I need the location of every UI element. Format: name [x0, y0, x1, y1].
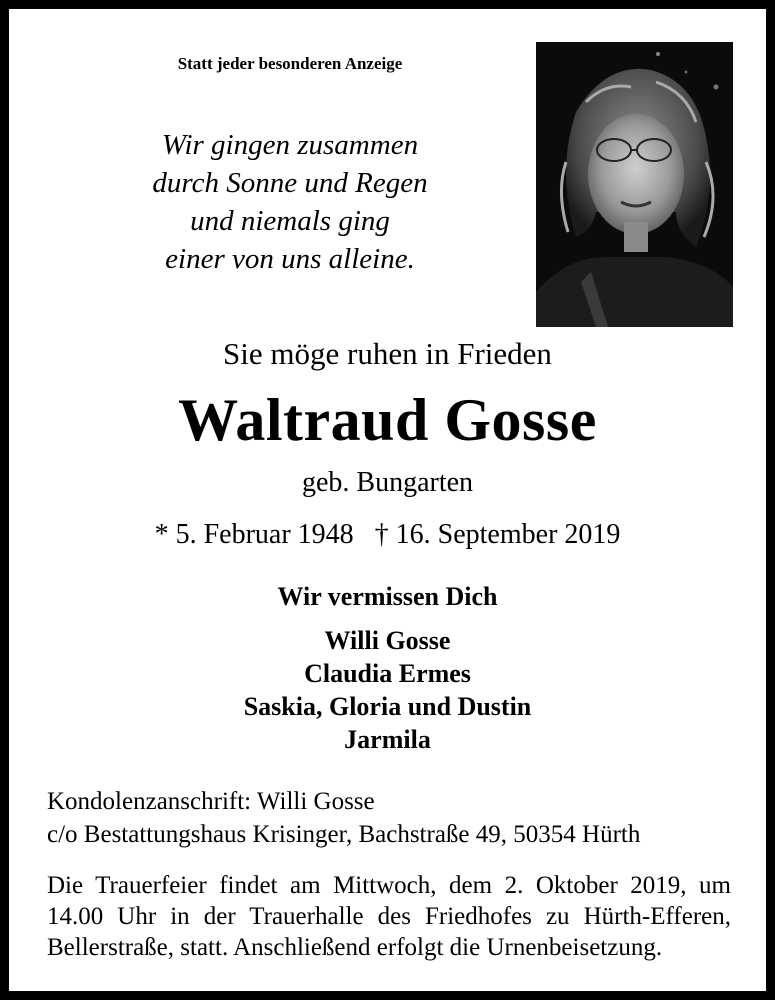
maiden-name: geb. Bungarten [301, 467, 474, 498]
miss-line: Wir vermissen Dich [277, 582, 498, 611]
deceased-name: Waltraud Gosse [178, 387, 597, 453]
portrait-photo [536, 42, 733, 327]
mourner-name: Claudia Ermes [304, 659, 471, 688]
rest-in-peace-line: Sie möge ruhen in Frieden [223, 336, 552, 371]
life-dates: * 5. Februar 1948 † 16. September 2019 [154, 519, 621, 550]
funeral-details: Die Trauerfeier findet am Mittwoch, dem 2. Oktober 2019, um 14.00 Uhr in der Trauerhalle des Friedhofes zu Hürth-Efferen, Bellerstraße, statt. Anschließend erfolgt die Urnenbeisetzung. [47, 872, 731, 961]
poem-line: Wir gingen zusammen [161, 129, 419, 161]
condolence-address [47, 785, 747, 851]
poem [90, 126, 490, 278]
notice-header: Statt jeder besonderen Anzeige [177, 54, 403, 73]
poem-line: einer von uns alleine. [165, 243, 415, 275]
condolence-line: c/o Bestattungshaus Krisinger, Bachstraße 49, 50354 Hürth [47, 821, 641, 848]
poem-line: durch Sonne und Regen [152, 167, 428, 199]
mourner-name: Willi Gosse [324, 626, 451, 655]
condolence-line: Kondolenzanschrift: Willi Gosse [47, 788, 375, 815]
mourner-name: Jarmila [344, 725, 431, 754]
poem-line: und niemals ging [190, 205, 390, 237]
mourners-list [0, 624, 775, 756]
mourner-name: Saskia, Gloria und Dustin [243, 692, 532, 721]
